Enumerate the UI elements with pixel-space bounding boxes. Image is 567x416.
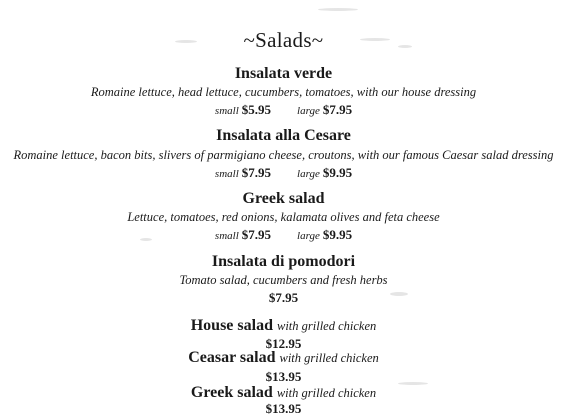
section-title: ~Salads~ [243,28,324,52]
menu-item-prices [0,103,567,117]
combo-note: with grilled chicken [276,386,377,400]
menu-item-description: Lettuce, tomatoes, red onions, kalamata olives and feta cheese [127,210,440,224]
price-small: $7.95 [241,227,272,242]
menu-item-name: Insalata di pomodori [211,253,356,270]
combo-name: Greek salad [190,384,273,401]
combo-price: $12.95 [265,336,302,351]
combo-price: $13.95 [265,369,302,384]
size-label-small: small [214,105,239,117]
scan-speck [318,8,358,11]
combo-item [0,318,567,334]
price-large: $7.95 [322,102,353,117]
size-label-large: large [297,230,320,242]
menu-item-name: Insalata verde [234,65,333,82]
combo-price: $13.95 [265,401,302,416]
combo-note: with grilled chicken [279,351,379,365]
size-label-small: small [214,168,239,180]
size-label-small: small [214,230,239,242]
price-small: $5.95 [241,102,272,117]
combo-name: Ceasar salad [188,349,276,366]
price-large: $9.95 [322,227,353,242]
menu-item-description: Tomato salad, cucumbers and fresh herbs [179,273,388,287]
menu-item-description: Romaine lettuce, head lettuce, cucumbers, tomatoes, with our house dressing [90,85,477,99]
combo-note: with grilled chicken [276,319,377,333]
menu-item-description: Romaine lettuce, bacon bits, slivers of parmigiano cheese, croutons, with our famous Caesar salad dressing [13,148,554,162]
combo-item [0,350,567,366]
menu-item-prices [0,228,567,242]
price-large: $9.95 [322,165,353,180]
menu-item-price: $7.95 [268,290,299,305]
menu-item-name: Greek salad [242,190,325,207]
size-label-large: large [297,168,320,180]
combo-item [0,385,567,401]
menu-item-name: Insalata alla Cesare [216,127,351,144]
menu-item-prices [0,166,567,180]
size-label-large: large [297,105,320,117]
combo-name: House salad [190,317,273,334]
price-small: $7.95 [241,165,272,180]
